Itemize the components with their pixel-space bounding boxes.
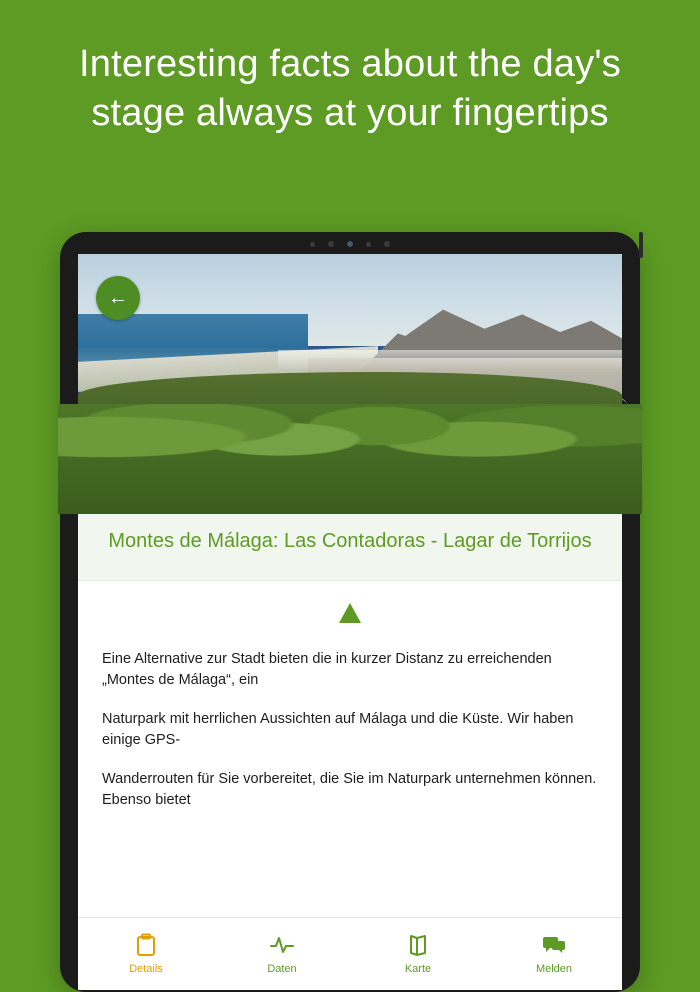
- page-title: Montes de Málaga: Las Contadoras - Lagar de Torrijos: [108, 530, 592, 552]
- camera-lens-icon: [347, 241, 353, 247]
- tab-label: Details: [129, 963, 163, 975]
- hero-haze: [278, 350, 622, 370]
- navigation-arrow-icon: [102, 603, 598, 623]
- camera-dot: [310, 242, 315, 247]
- device-camera-row: [60, 241, 640, 247]
- detail-paragraph: Wanderrouten für Sie vorbereitet, die Sie im Naturpark unternehmen können. Ebenso bietet: [102, 771, 597, 809]
- tablet-device-frame: [60, 232, 640, 992]
- chat-icon: [542, 933, 566, 957]
- camera-dot: [366, 242, 371, 247]
- tab-details[interactable]: [78, 918, 214, 990]
- bottom-tab-bar: [78, 917, 622, 990]
- tab-label: Melden: [535, 963, 573, 975]
- app-viewport: [78, 254, 622, 990]
- tab-label: Daten: [267, 963, 297, 975]
- detail-title-band: [78, 504, 622, 581]
- detail-content[interactable]: [78, 581, 622, 827]
- camera-dot: [384, 241, 390, 247]
- hero-forest-front: [58, 404, 642, 514]
- tab-daten[interactable]: [214, 918, 350, 990]
- promo-headline: Interesting facts about the day's stage always at your fingertips: [79, 43, 621, 134]
- power-button[interactable]: [639, 232, 643, 258]
- hero-image: [78, 254, 622, 504]
- tab-karte[interactable]: [350, 918, 486, 990]
- arrow-left-icon: ←: [108, 286, 128, 309]
- detail-paragraph: Eine Alternative zur Stadt bieten die in kurzer Distanz zu erreichenden „Montes de Málaga“, ein: [102, 651, 552, 689]
- back-button[interactable]: [96, 276, 140, 320]
- tab-label: Karte: [404, 963, 432, 975]
- detail-paragraph: Naturpark mit herrlichen Aussichten auf Málaga und die Küste. Wir haben einige GPS-: [102, 711, 574, 749]
- map-icon: [408, 933, 428, 957]
- tab-melden[interactable]: [486, 918, 622, 990]
- clipboard-icon: [135, 933, 157, 957]
- pulse-icon: [270, 933, 294, 957]
- camera-dot: [328, 241, 334, 247]
